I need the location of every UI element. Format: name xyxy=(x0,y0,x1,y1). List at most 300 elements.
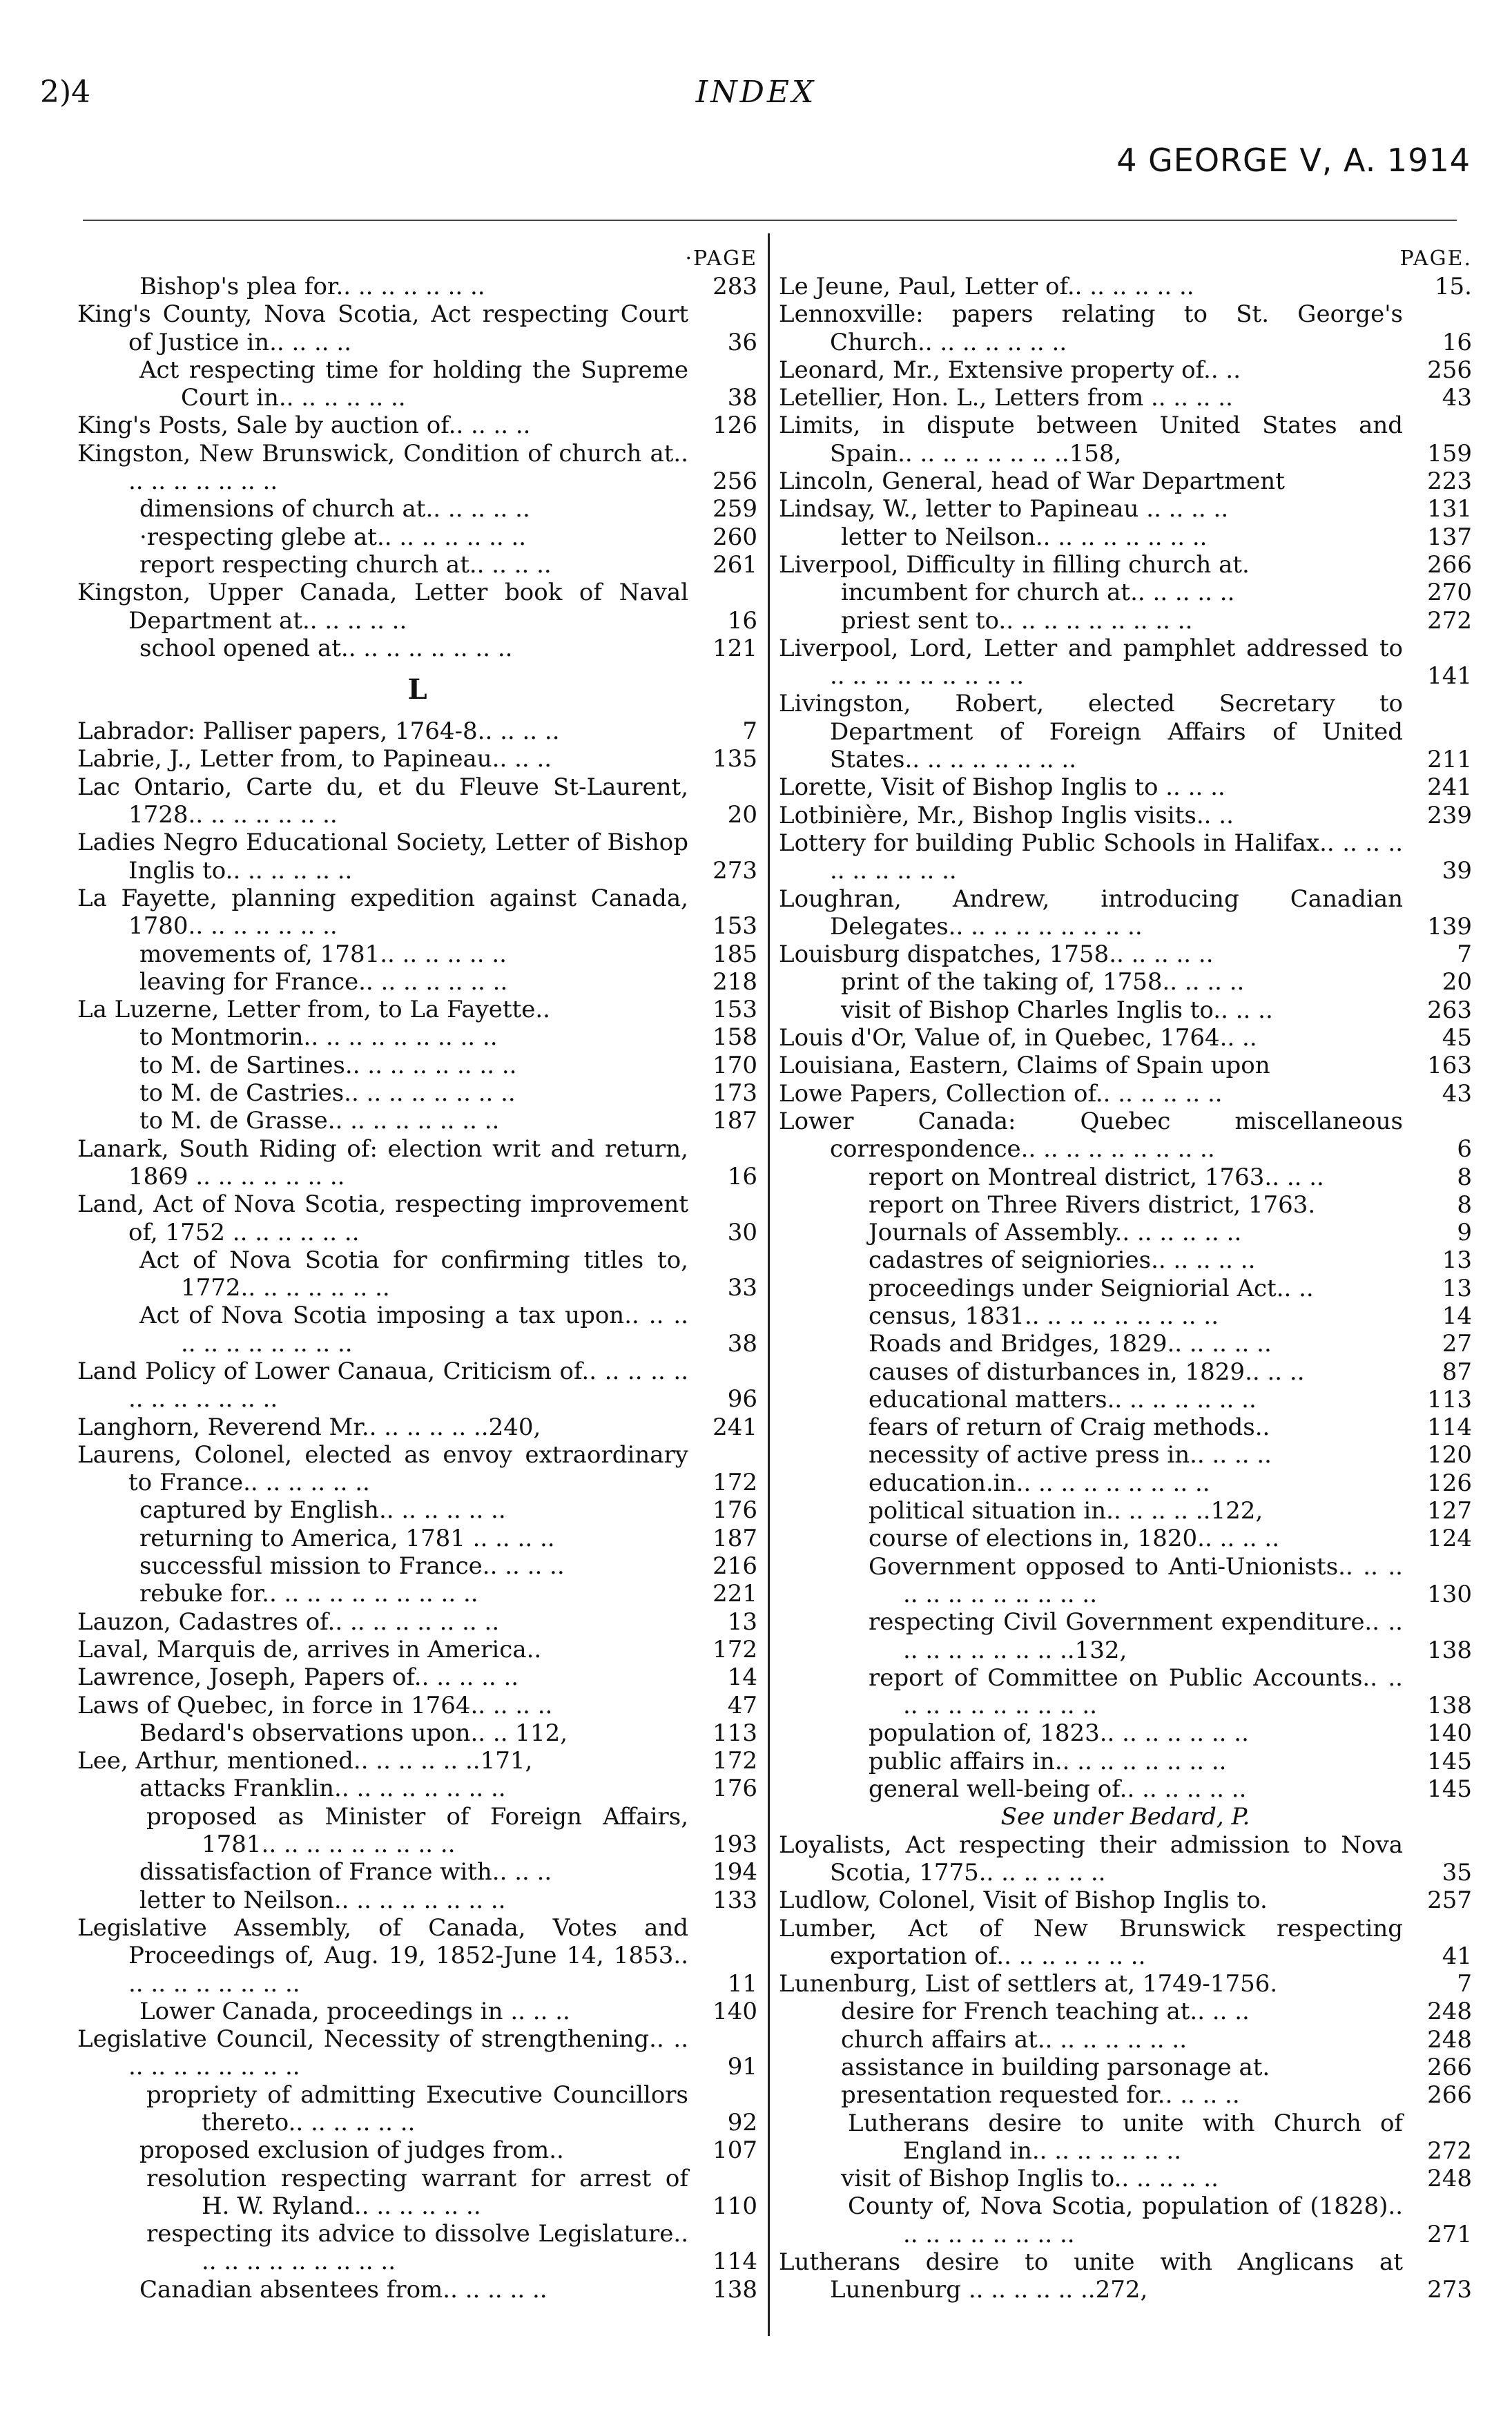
index-entry xyxy=(77,635,757,662)
entry-text: letter to Neilson.. .. .. .. .. .. .. .. xyxy=(841,523,1208,551)
index-entry xyxy=(77,885,757,940)
entry-page: 126 xyxy=(1427,1469,1472,1497)
entry-text: King's Posts, Sale by auction of.. .. .. .. xyxy=(77,412,531,440)
entry-page: 176 xyxy=(713,1775,757,1803)
entry-text: Laws of Quebec, in force in 1764.. .. .. .. xyxy=(77,1691,553,1719)
entry-page: 138 xyxy=(1427,1636,1472,1664)
entry-page: 15. xyxy=(1434,273,1472,300)
entry-page: 159 xyxy=(1427,439,1472,467)
entry-text: Kingston, New Brunswick, Condition of church at.. .. .. .. .. .. .. .. xyxy=(77,439,688,496)
entry-page: 43 xyxy=(1442,1079,1472,1108)
entry-page: 256 xyxy=(1427,356,1472,384)
entry-text: Lotbinière, Mr., Bishop Inglis visits.. .. xyxy=(779,801,1234,829)
index-entry xyxy=(77,1775,757,1802)
index-entry xyxy=(77,300,757,356)
entry-page: 257 xyxy=(1427,1886,1472,1915)
entry-page: 7 xyxy=(1457,940,1472,969)
entry-text: report on Montreal district, 1763.. .. .. xyxy=(869,1163,1324,1191)
entry-text: Loughran, Andrew, introducing Canadian Delegates.. .. .. .. .. .. .. .. .. xyxy=(779,885,1403,940)
index-entry xyxy=(779,1386,1472,1413)
entry-text: census, 1831.. .. .. .. .. .. .. .. .. xyxy=(869,1302,1219,1330)
index-entry xyxy=(779,1330,1472,1358)
entry-page: 110 xyxy=(713,2192,757,2220)
entry-text: general well-being of.. .. .. .. .. .. xyxy=(869,1775,1247,1804)
index-entry xyxy=(77,1525,757,1552)
entry-text: to M. de Grasse.. .. .. .. .. .. .. .. xyxy=(139,1107,500,1135)
entry-page: 187 xyxy=(713,1107,757,1135)
entry-page: 126 xyxy=(713,412,757,440)
entry-text: Land, Act of Nova Scotia, respecting improvement of, 1752 .. .. .. .. .. .. xyxy=(77,1190,688,1246)
entry-text: political situation in.. .. .. .. ..122, xyxy=(869,1497,1263,1525)
index-entry xyxy=(779,1748,1472,1775)
entry-text: movements of, 1781.. .. .. .. .. .. xyxy=(139,940,507,968)
index-entry xyxy=(77,495,757,523)
index-entry xyxy=(779,412,1472,467)
entry-text: Laval, Marquis de, arrives in America.. xyxy=(77,1635,542,1663)
index-entry xyxy=(77,579,757,635)
entry-text: Ludlow, Colonel, Visit of Bishop Inglis to. xyxy=(779,1886,1268,1915)
index-entry xyxy=(779,635,1472,691)
entry-text: Liverpool, Lord, Letter and pamphlet addressed to .. .. .. .. .. .. .. .. .. xyxy=(779,634,1403,691)
entry-page: 163 xyxy=(1427,1052,1472,1080)
entry-page: 8 xyxy=(1457,1190,1472,1219)
index-entry xyxy=(779,1915,1472,1971)
index-entry xyxy=(779,1719,1472,1747)
index-entry xyxy=(779,1998,1472,2025)
right-page-label: PAGE. xyxy=(1399,247,1472,271)
see-note: See under Bedard, P. xyxy=(1000,1803,1250,1831)
entry-page: 121 xyxy=(713,634,757,662)
entry-text: captured by English.. .. .. .. .. .. xyxy=(139,1496,506,1525)
entry-text: Lorette, Visit of Bishop Inglis to .. .. .. xyxy=(779,773,1225,802)
entry-page: 91 xyxy=(727,2053,757,2081)
entry-page: 124 xyxy=(1427,1525,1472,1553)
entry-text: incumbent for church at.. .. .. .. .. xyxy=(841,579,1235,607)
index-entry xyxy=(779,300,1472,356)
index-entry xyxy=(77,1496,757,1524)
index-entry xyxy=(779,607,1472,635)
index-entry xyxy=(779,1358,1472,1386)
entry-page: 47 xyxy=(727,1691,757,1719)
entry-text: La Fayette, planning expedition against Canada, 1780.. .. .. .. .. .. .. xyxy=(77,884,688,940)
entry-page: 283 xyxy=(713,273,757,300)
entry-text: returning to America, 1781 .. .. .. .. xyxy=(139,1524,555,1552)
index-entry xyxy=(779,2192,1472,2248)
index-entry xyxy=(77,1747,757,1775)
entry-text: La Luzerne, Letter from, to La Fayette.. xyxy=(77,996,550,1024)
entry-text: necessity of active press in.. .. .. .. xyxy=(869,1441,1272,1469)
entry-page: 113 xyxy=(713,1719,757,1747)
entry-text: fears of return of Craig methods.. xyxy=(869,1413,1270,1442)
entry-text: Legislative Council, Necessity of strengthening.. .. .. .. .. .. .. .. .. .. xyxy=(77,2025,688,2081)
index-entry xyxy=(77,1719,757,1747)
section-letter: L xyxy=(407,673,427,706)
index-entry xyxy=(77,1886,757,1914)
entry-text: Laurens, Colonel, elected as envoy extraordinary to France.. .. .. .. .. .. xyxy=(77,1440,688,1497)
entry-page: 13 xyxy=(1442,1274,1472,1302)
index-entry xyxy=(77,2165,757,2221)
entry-text: Lowe Papers, Collection of.. .. .. .. .. .. xyxy=(779,1079,1223,1108)
index-entry xyxy=(779,690,1472,773)
entry-page: 187 xyxy=(713,1524,757,1552)
entry-page: 14 xyxy=(1442,1302,1472,1330)
index-entry xyxy=(779,495,1472,523)
index-entry xyxy=(779,968,1472,996)
entry-page: 218 xyxy=(713,967,757,996)
entry-text: Lutherans desire to unite with Church of England in.. .. .. .. .. .. .. xyxy=(848,2109,1403,2165)
index-entry xyxy=(779,1441,1472,1469)
entry-page: 6 xyxy=(1457,1135,1472,1164)
index-entry xyxy=(779,467,1472,495)
entry-page: 248 xyxy=(1427,2165,1472,2193)
index-entry xyxy=(77,1998,757,2025)
entry-text: Lumber, Act of New Brunswick respecting exportation of.. .. .. .. .. .. .. xyxy=(779,1914,1403,1970)
entry-text: Act of Nova Scotia imposing a tax upon.. .. .. .. .. .. .. .. .. .. .. xyxy=(139,1302,688,1358)
entry-text: Journals of Assembly.. .. .. .. .. .. xyxy=(869,1219,1242,1247)
index-entry xyxy=(779,996,1472,1024)
entry-page: 130 xyxy=(1427,1580,1472,1608)
entry-page: 271 xyxy=(1427,2220,1472,2248)
entry-page: 259 xyxy=(713,495,757,523)
entry-page: 138 xyxy=(713,2275,757,2304)
entry-text: causes of disturbances in, 1829.. .. .. xyxy=(869,1358,1305,1386)
entry-page: 153 xyxy=(713,996,757,1024)
entry-text: report on Three Rivers district, 1763. xyxy=(869,1190,1316,1219)
entry-page: 153 xyxy=(713,912,757,940)
left-entries-l xyxy=(77,717,757,2304)
entry-page: 173 xyxy=(713,1079,757,1108)
index-entry xyxy=(77,2220,757,2276)
entry-text: County of, Nova Scotia, population of (1828).. .. .. .. .. .. .. .. .. xyxy=(848,2192,1403,2248)
entry-page: 172 xyxy=(713,1635,757,1663)
entry-text: Bishop's plea for.. .. .. .. .. .. .. xyxy=(139,273,485,300)
entry-page: 96 xyxy=(727,1385,757,1413)
entry-text: attacks Franklin.. .. .. .. .. .. .. .. xyxy=(139,1775,506,1803)
entry-text: Louis d'Or, Value of, in Quebec, 1764.. .. xyxy=(779,1024,1257,1052)
entry-page: 260 xyxy=(713,523,757,551)
entry-page: 38 xyxy=(727,384,757,412)
index-entry xyxy=(77,273,757,300)
entry-text: report respecting church at.. .. .. .. xyxy=(139,550,552,579)
entry-text: respecting Civil Government expenditure.. .. .. .. .. .. .. .. .. ..132, xyxy=(869,1608,1403,1664)
index-entry xyxy=(779,1886,1472,1914)
index-entry xyxy=(779,829,1472,885)
left-column xyxy=(77,245,757,2304)
entry-page: 35 xyxy=(1442,1858,1472,1886)
index-entry xyxy=(779,1553,1472,1609)
index-entry xyxy=(779,273,1472,300)
index-entry xyxy=(779,1970,1472,1998)
entry-page: 193 xyxy=(713,1831,757,1859)
index-entry xyxy=(779,523,1472,551)
entry-text: cadastres of seigniories.. .. .. .. .. xyxy=(869,1246,1256,1275)
index-entry xyxy=(779,773,1472,801)
entry-text: propriety of admitting Executive Councillors thereto.. .. .. .. .. .. xyxy=(146,2081,688,2136)
index-entry xyxy=(779,1608,1472,1664)
index-entry xyxy=(779,2248,1472,2304)
session-label: 4 GEORGE V, A. 1914 xyxy=(1116,142,1471,179)
entry-text: Lottery for building Public Schools in Halifax.. .. .. .. .. .. .. .. .. .. xyxy=(779,829,1403,885)
right-entries xyxy=(779,273,1472,1803)
index-entry xyxy=(779,1024,1472,1052)
entry-page: 7 xyxy=(1457,1970,1472,1998)
entry-page: 145 xyxy=(1427,1747,1472,1775)
entry-page: 45 xyxy=(1442,1024,1472,1052)
entry-text: Labrador: Palliser papers, 1764-8.. .. .. .. xyxy=(77,717,560,746)
entry-text: education.in.. .. .. .. .. .. .. .. .. xyxy=(869,1469,1210,1497)
entry-text: Government opposed to Anti-Unionists.. .. .. .. .. .. .. .. .. .. .. .. xyxy=(869,1552,1403,1608)
entry-text: Lac Ontario, Carte du, et du Fleuve St-Laurent, 1728.. .. .. .. .. .. .. xyxy=(77,773,688,829)
entry-page: 27 xyxy=(1442,1330,1472,1358)
entry-page: 14 xyxy=(727,1663,757,1692)
entry-text: course of elections in, 1820.. .. .. .. xyxy=(869,1525,1280,1553)
entry-page: 140 xyxy=(713,1997,757,2025)
entry-text: proceedings under Seigniorial Act.. .. xyxy=(869,1274,1314,1302)
index-entry xyxy=(77,773,757,829)
entry-page: 133 xyxy=(713,1886,757,1914)
index-entry xyxy=(77,745,757,773)
index-entry xyxy=(77,1246,757,1302)
entry-text: Lee, Arthur, mentioned.. .. .. .. .. ..171, xyxy=(77,1747,533,1775)
entry-page: 141 xyxy=(1427,662,1472,691)
entry-text: public affairs in.. .. .. .. .. .. .. .. xyxy=(869,1747,1227,1775)
index-entry xyxy=(77,2136,757,2164)
entry-text: print of the taking of, 1758.. .. .. .. xyxy=(841,968,1245,996)
entry-page: 8 xyxy=(1457,1163,1472,1191)
entry-text: Letellier, Hon. L., Letters from .. .. .. .. xyxy=(779,384,1233,412)
entry-text: Lawrence, Joseph, Papers of.. .. .. .. .. xyxy=(77,1663,519,1692)
index-entry xyxy=(77,1052,757,1079)
entry-text: Act of Nova Scotia for confirming titles to, 1772.. .. .. .. .. .. .. xyxy=(139,1246,688,1302)
entry-page: 272 xyxy=(1427,606,1472,635)
index-entry xyxy=(77,996,757,1023)
entry-page: 20 xyxy=(727,801,757,829)
index-entry xyxy=(779,384,1472,412)
entry-text: population of, 1823.. .. .. .. .. .. .. xyxy=(869,1719,1249,1748)
entry-page: 16 xyxy=(727,606,757,635)
entry-text: visit of Bishop Inglis to.. .. .. .. .. xyxy=(841,2165,1219,2193)
entry-page: 241 xyxy=(713,1413,757,1441)
index-entry xyxy=(779,2054,1472,2081)
entry-page: 13 xyxy=(727,1608,757,1636)
entry-text: visit of Bishop Charles Inglis to.. .. .. xyxy=(841,996,1273,1024)
index-entry xyxy=(779,2026,1472,2054)
index-entry xyxy=(77,1358,757,1413)
entry-text: desire for French teaching at.. .. .. xyxy=(841,1998,1250,2026)
index-entry xyxy=(77,1608,757,1636)
entry-text: Land Policy of Lower Canaua, Criticism of.. .. .. .. .. .. .. .. .. .. .. .. xyxy=(77,1357,688,1413)
entry-page: 273 xyxy=(713,856,757,885)
entry-page: 273 xyxy=(1427,2276,1472,2304)
entry-text: leaving for France.. .. .. .. .. .. .. xyxy=(139,967,508,996)
index-entry xyxy=(779,1413,1472,1441)
index-entry xyxy=(779,940,1472,968)
index-entry xyxy=(77,1190,757,1246)
entry-page: 221 xyxy=(713,1580,757,1608)
entry-text: rebuke for.. .. .. .. .. .. .. .. .. .. xyxy=(139,1580,478,1608)
entry-page: 13 xyxy=(1442,1246,1472,1275)
entry-text: Lunenburg, List of settlers at, 1749-1756. xyxy=(779,1970,1278,1998)
entry-page: 145 xyxy=(1427,1775,1472,1804)
entry-page: 135 xyxy=(713,745,757,773)
entry-page: 20 xyxy=(1442,968,1472,996)
entry-page: 176 xyxy=(713,1496,757,1525)
entry-page: 223 xyxy=(1427,467,1472,496)
entry-text: proposed as Minister of Foreign Affairs, 1781.. .. .. .. .. .. .. .. .. xyxy=(146,1802,688,1859)
entry-text: Bedard's observations upon.. .. 112, xyxy=(139,1719,568,1747)
index-entry xyxy=(779,579,1472,606)
index-entry xyxy=(779,1497,1472,1525)
entry-page: 256 xyxy=(713,467,757,496)
entry-text: Langhorn, Reverend Mr.. .. .. .. .. ..240, xyxy=(77,1413,541,1441)
entry-text: Limits, in dispute between United States and Spain.. .. .. .. .. .. .. ..158, xyxy=(779,412,1403,467)
entry-text: Lindsay, W., letter to Papineau .. .. .. .. xyxy=(779,495,1229,523)
index-entry xyxy=(77,1636,757,1663)
index-entry xyxy=(77,1692,757,1719)
entry-text: school opened at.. .. .. .. .. .. .. .. xyxy=(139,634,513,662)
entry-text: Canadian absentees from.. .. .. .. .. xyxy=(139,2275,547,2304)
entry-page: 113 xyxy=(1427,1385,1472,1413)
entry-text: to Montmorin.. .. .. .. .. .. .. .. .. xyxy=(139,1023,498,1052)
entry-text: letter to Neilson.. .. .. .. .. .. .. .. xyxy=(139,1886,506,1914)
entry-page: 7 xyxy=(742,717,757,746)
entry-page: 194 xyxy=(713,1858,757,1886)
index-entry xyxy=(77,1023,757,1051)
index-entry xyxy=(77,1858,757,1886)
index-entry xyxy=(779,2165,1472,2192)
entry-text: Louisburg dispatches, 1758.. .. .. .. .. xyxy=(779,940,1214,969)
index-entry xyxy=(779,1831,1472,1887)
entry-text: Louisiana, Eastern, Claims of Spain upon xyxy=(779,1052,1270,1080)
right-entries-continued xyxy=(779,1831,1472,2304)
index-entry xyxy=(77,356,757,412)
entry-page: 16 xyxy=(727,1162,757,1190)
entry-text: King's County, Nova Scotia, Act respecting Court of Justice in.. .. .. .. xyxy=(77,300,688,356)
entry-text: to M. de Castries.. .. .. .. .. .. .. .. xyxy=(139,1079,516,1108)
index-entry xyxy=(77,1135,757,1191)
index-entry xyxy=(77,829,757,885)
entry-text: presentation requested for.. .. .. .. xyxy=(841,2081,1240,2110)
entry-text: priest sent to.. .. .. .. .. .. .. .. .. xyxy=(841,606,1193,635)
entry-page: 41 xyxy=(1442,1942,1472,1970)
entry-text: Lower Canada: Quebec miscellaneous correspondence.. .. .. .. .. .. .. .. .. xyxy=(779,1107,1403,1164)
entry-page: 36 xyxy=(727,328,757,356)
entry-page: 266 xyxy=(1427,2081,1472,2110)
index-entry xyxy=(77,940,757,968)
index-entry xyxy=(779,802,1472,829)
entry-text: Liverpool, Difficulty in filling church at. xyxy=(779,550,1250,579)
entry-text: successful mission to France.. .. .. .. xyxy=(139,1552,565,1581)
index-entry xyxy=(77,1663,757,1691)
entry-page: 11 xyxy=(727,1969,757,1998)
index-entry xyxy=(77,1552,757,1580)
index-entry xyxy=(77,1413,757,1441)
entry-text: resolution respecting warrant for arrest of H. W. Ryland.. .. .. .. .. .. xyxy=(146,2164,688,2220)
index-entry xyxy=(779,2110,1472,2165)
entry-page: 137 xyxy=(1427,523,1472,551)
index-entry xyxy=(779,1246,1472,1274)
entry-page: 131 xyxy=(1427,495,1472,523)
entry-text: Lanark, South Riding of: election writ and return, 1869 .. .. .. .. .. .. .. xyxy=(77,1135,688,1190)
entry-page: 239 xyxy=(1427,801,1472,829)
entry-page: 211 xyxy=(1427,746,1472,774)
entry-text: ·respecting glebe at.. .. .. .. .. .. .. xyxy=(139,523,527,551)
left-entries-k xyxy=(77,273,757,662)
entry-text: Roads and Bridges, 1829.. .. .. .. .. xyxy=(869,1330,1272,1358)
index-entry xyxy=(779,1275,1472,1302)
entry-page: 216 xyxy=(713,1552,757,1581)
index-entry xyxy=(77,1107,757,1135)
entry-page: 272 xyxy=(1427,2136,1472,2165)
index-entry xyxy=(779,2081,1472,2109)
entry-text: Lennoxville: papers relating to St. George's Church.. .. .. .. .. .. .. xyxy=(779,300,1403,356)
entry-text: Act respecting time for holding the Supreme Court in.. .. .. .. .. .. xyxy=(139,356,688,412)
entry-page: 9 xyxy=(1457,1219,1472,1247)
entry-page: 139 xyxy=(1427,912,1472,940)
index-entry xyxy=(77,440,757,496)
entry-text: Legislative Assembly, of Canada, Votes and Proceedings of, Aug. 19, 1852-June 14, 1853.. .. .. .. .. .. .. .. .. xyxy=(77,1913,688,1998)
index-entry xyxy=(779,551,1472,579)
index-entry xyxy=(77,412,757,439)
index-entry xyxy=(779,1525,1472,1552)
entry-text: Livingston, Robert, elected Secretary to Department of Foreign Affairs of United States.. .. .. .. .. .. .. .. xyxy=(779,690,1403,774)
index-entry xyxy=(779,1164,1472,1191)
index-entry xyxy=(77,2081,757,2137)
entry-page: 39 xyxy=(1442,857,1472,885)
entry-page: 170 xyxy=(713,1051,757,1079)
entry-page: 107 xyxy=(713,2136,757,2165)
entry-page: 16 xyxy=(1442,328,1472,356)
index-entry xyxy=(77,717,757,745)
entry-page: 43 xyxy=(1442,384,1472,412)
entry-text: Leonard, Mr., Extensive property of.. .. xyxy=(779,356,1241,384)
entry-text: dissatisfaction of France with.. .. .. xyxy=(139,1858,552,1886)
right-column xyxy=(779,245,1472,2304)
entry-page: 261 xyxy=(713,550,757,579)
entry-text: Lauzon, Cadastres of.. .. .. .. .. .. .. .. xyxy=(77,1608,500,1636)
entry-text: Ladies Negro Educational Society, Letter of Bishop Inglis to.. .. .. .. .. .. xyxy=(77,829,688,885)
page-title: INDEX xyxy=(695,75,817,110)
index-entry xyxy=(779,1191,1472,1219)
entry-page: 140 xyxy=(1427,1719,1472,1748)
entry-text: Kingston, Upper Canada, Letter book of Naval Department at.. .. .. .. .. xyxy=(77,579,688,635)
index-entry xyxy=(779,1302,1472,1330)
entry-page: 114 xyxy=(1427,1413,1472,1442)
index-entry xyxy=(77,523,757,551)
entry-text: Lincoln, General, head of War Department xyxy=(779,467,1285,496)
entry-text: to M. de Sartines.. .. .. .. .. .. .. .. xyxy=(139,1051,517,1079)
entry-text: Lutherans desire to unite with Anglicans at Lunenburg .. .. .. .. .. ..272, xyxy=(779,2248,1403,2304)
entry-page: 158 xyxy=(713,1023,757,1052)
index-entry xyxy=(779,885,1472,941)
index-entry xyxy=(77,1441,757,1497)
entry-text: educational matters.. .. .. .. .. .. .. xyxy=(869,1385,1257,1413)
index-entry xyxy=(77,2276,757,2304)
column-divider xyxy=(768,233,770,2336)
page-number: 2)4 xyxy=(40,75,91,110)
index-entry xyxy=(77,1079,757,1107)
entry-page: 120 xyxy=(1427,1441,1472,1469)
entry-page: 248 xyxy=(1427,2025,1472,2054)
entry-text: church affairs at.. .. .. .. .. .. .. xyxy=(841,2025,1188,2054)
entry-page: 270 xyxy=(1427,579,1472,607)
entry-page: 172 xyxy=(713,1747,757,1775)
index-entry xyxy=(77,1580,757,1608)
index-entry xyxy=(779,1469,1472,1497)
entry-page: 138 xyxy=(1427,1692,1472,1720)
left-page-label: ·PAGE xyxy=(685,247,757,271)
index-entry xyxy=(779,1775,1472,1803)
